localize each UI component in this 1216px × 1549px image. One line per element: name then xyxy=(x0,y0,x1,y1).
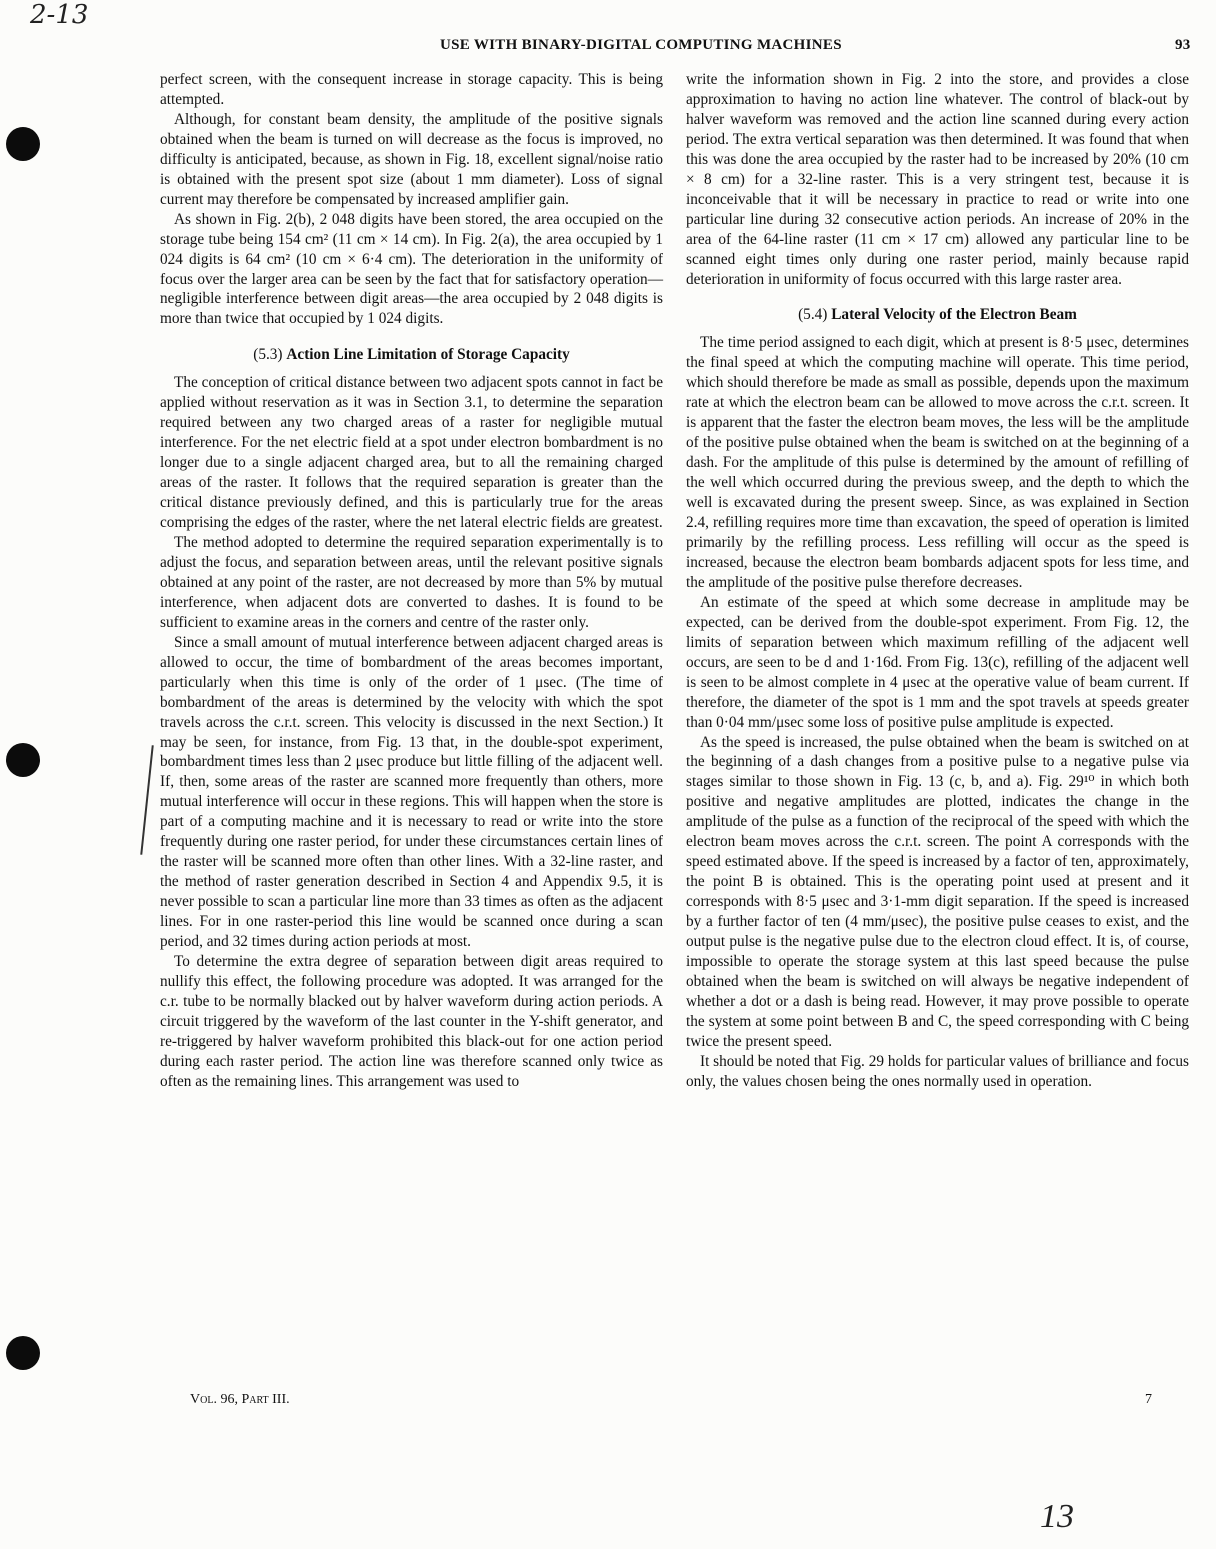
running-head: USE WITH BINARY-DIGITAL COMPUTING MACHINES xyxy=(440,37,842,53)
paragraph: As the speed is increased, the pulse obtained when the beam is switched on at the beginning of a dash changes from a positive pulse to a negative pulse via stages similar to those shown in Fig. 13 (c, b, and a). Fig. 29¹⁰ in which both positive and negative amplitudes are plotted, indicates the change in the amplitude of the pulse as a function of the reciprocal of the speed with which the electron beam moves across the c.r.t. screen. The point A corresponds with the speed estimated above. If the speed is increased by a factor of ten, approximately, the point B is obtained. This is the operating point used at present and it corresponds with 8·5 μsec and 3·1-mm digit separation. If the speed is increased by a further factor of ten (4 mm/μsec), the positive pulse ceases to exist, and the output pulse is the negative pulse due to the electron cloud effect. It is, of course, impossible to operate the storage system at this last speed because the pulse obtained when the beam is switched on will always be negative independent of whether a dot or a dash is being read. However, it may prove possible to operate the system at some point between B and C, the speed corresponding with C being twice the present speed. xyxy=(686,733,1189,1050)
paragraph: It should be noted that Fig. 29 holds for particular values of brilliance and focus only, the values chosen being the ones normally used in operation. xyxy=(686,1052,1189,1090)
section-number: (5.4) xyxy=(798,306,828,324)
section-heading-5-3 xyxy=(160,345,663,365)
section-title: Lateral Velocity of the Electron Beam xyxy=(831,306,1077,324)
footer-signature: 7 xyxy=(1145,1392,1152,1407)
paragraph: As shown in Fig. 2(b), 2 048 digits have been stored, the area occupied on the storage tube being 154 cm² (11 cm × 14 cm). In Fig. 2(a), the area occupied by 1 024 digits is 64 cm² (10 cm × 6·4 cm). The deterioration in the uniformity of focus over the larger area can be seen by the fact that for satisfactory operation—negligible interference between digit areas—the area occupied by 2 048 digits is more than twice that occupied by 1 024 digits. xyxy=(160,210,663,328)
paragraph: Since a small amount of mutual interference between adjacent charged areas is allowed to occur, the time of bombardment of the areas becomes important, particularly when this time is only of the order of 1 μsec. (The time of bombardment of the areas is determined by the velocity with which the spot travels across the c.r.t. screen. This velocity is discussed in the next Section.) It may be seen, for instance, from Fig. 13 that, in the double-spot experiment, bombardment times less than 2 μsec produce but little filling of the adjacent well. If, then, some areas of the raster are scanned more frequently than others, more mutual interference will occur in these regions. This will happen when the store is part of a computing machine and it is necessary to read or write into the store frequently during one raster period, for under these circumstances certain lines of the raster will be scanned more often than other lines. With a 32-line raster, and the method of raster generation described in Section 4 and Appendix 9.5, it is never possible to scan a particular line more than 33 times as often as the adjacent lines. For in one raster-period this line would be scanned once during a scan period, and 32 times during action periods at most. xyxy=(160,633,663,951)
punch-hole xyxy=(6,1336,40,1370)
paragraph: The conception of critical distance between two adjacent spots cannot in fact be applied without reservation as it was in Section 3.1, to determine the separation required between any two charged areas of a raster for negligible mutual interference. For the net electric field at a spot under electron bombardment is no longer due to a single adjacent charged area, but to all the remaining charged areas of the raster. It follows that the required separation is greater than the critical distance previously defined, and this is particularly true for the areas comprising the edges of the raster, where the net lateral electric fields are greatest. xyxy=(160,374,663,532)
punch-hole xyxy=(6,743,40,777)
footer-volume: Vol. 96, Part III. xyxy=(190,1392,290,1407)
paragraph: Although, for constant beam density, the amplitude of the positive signals obtained when the beam is turned on will decrease as the focus is improved, no difficulty is anticipated, because, as shown in Fig. 18, excellent signal/noise ratio is obtained with the present spot size (about 1 mm diameter). Loss of signal current may therefore be compensated by increased amplifier gain. xyxy=(160,110,663,208)
section-heading-5-4 xyxy=(686,305,1189,325)
paragraph: The method adopted to determine the required separation experimentally is to adjust the focus, and separation between areas, until the relevant positive signals obtained at any point of the raster, are not decreased by more than 5% by mutual interference, when adjacent dots are converted to dashes. It is found to be sufficient to examine areas in the corners and centre of the raster only. xyxy=(160,533,663,631)
handwritten-page-mark: 13 xyxy=(1040,1498,1074,1535)
right-column xyxy=(686,70,1189,1092)
paragraph: An estimate of the speed at which some decrease in amplitude may be expected, can be derived from the double-spot experiment. From Fig. 12, the limits of separation between which maximum refilling of the adjacent well occurs, are seen to be d and 1·16d. From Fig. 13(c), refilling of the adjacent well is seen to be almost complete in 4 μsec at the operative value of beam current. If therefore, the diameter of the spot is 1 mm and the spot travels at speeds greater than 0·04 mm/μsec some loss of positive pulse amplitude is expected. xyxy=(686,593,1189,731)
section-title: Action Line Limitation of Storage Capacity xyxy=(286,346,570,364)
margin-bracket-mark xyxy=(140,745,153,855)
paragraph: To determine the extra degree of separation between digit areas required to nullify this effect, the following procedure was adopted. It was arranged for the c.r. tube to be normally blacked out by halver waveform during action periods. A circuit triggered by the waveform of the last counter in the Y-shift generator, and re-triggered by halver waveform prohibited this black-out for one action period during each raster period. The action line was therefore scanned only twice as often as the remaining lines. This arrangement was used to xyxy=(160,952,663,1090)
paragraph: perfect screen, with the consequent increase in storage capacity. This is being attempted. xyxy=(160,71,663,108)
left-column xyxy=(160,70,663,1092)
paragraph: The time period assigned to each digit, which at present is 8·5 μsec, determines the final speed at which the computing machine will operate. This time period, which should therefore be made as small as possible, depends upon the maximum rate at which the electron beam can be allowed to move across the c.r.t. screen. It is apparent that the faster the electron beam moves, the less will be the amplitude of the positive pulse obtained when the beam is switched on at the beginning of a dash. For the amplitude of this pulse is determined by the amount of refilling of the well which occurred during the previous sweep, and the depth to which the well is excavated during the present sweep. Since, as was explained in Section 2.4, refilling requires more time than excavation, the speed of operation is limited primarily by the refilling process. Less refilling will occur as the speed is increased, because the electron beam bombards adjacent spots for less time, and the amplitude of the positive pulse therefore decreases. xyxy=(686,334,1189,591)
section-number: (5.3) xyxy=(253,346,283,364)
page-number: 93 xyxy=(1175,37,1191,53)
punch-hole xyxy=(6,127,40,161)
paragraph: write the information shown in Fig. 2 into the store, and provides a close approximation to having no action line whatever. The control of black-out by halver waveform was removed and the action line scanned during every action period. The extra vertical separation was then determined. It was found that when this was done the area occupied by the raster had to be increased by 20% (10 cm × 8 cm) for a 32-line raster. This is a very stringent test, because it is inconceivable that it will be necessary in practice to read or write into one particular line during 32 consecutive action periods. An increase of 20% in the area of the 64-line raster (11 cm × 17 cm) allowed any particular line to be scanned eight times only during one raster period, mainly because rapid deterioration in uniformity of focus occurred with this large raster area. xyxy=(686,71,1189,288)
corner-handwritten-mark: 2-13 xyxy=(30,0,89,30)
